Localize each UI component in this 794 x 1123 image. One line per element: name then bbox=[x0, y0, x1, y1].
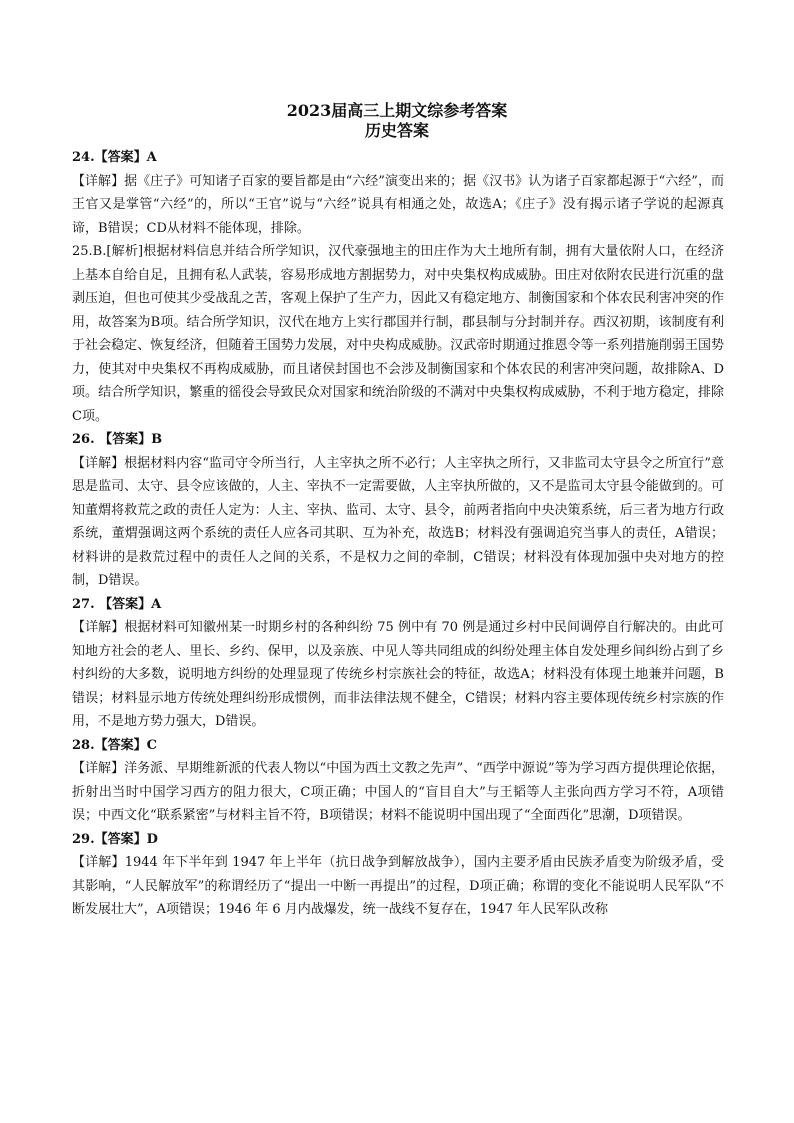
detail-29: 【详解】1944 年下半年到 1947 年上半年（抗日战争到解放战争），国内主要矛盾由民族矛盾变为阶级矛盾，受其影响，“人民解放军”的称谓经历了“提出一中断一再提出”的过程，D项正确；称谓的变化不能说明人民军队“不断发展壮大”，A项错误；1946 年 6 月内战爆发，统一战线不复存在，1947 年人民军队改称 bbox=[72, 855, 724, 917]
answer-content bbox=[72, 146, 724, 922]
document-title: 2023届高三上期文综参考答案 bbox=[286, 101, 508, 120]
detail-24: 【详解】据《庄子》可知诸子百家的要旨都是由“六经”演变出来的；据《汉书》认为诸子百家都起源于“六经”，而王官又是掌管“六经”的，所以“王官”说与“六经”说具有相通之处，故选A；《庄子》没有揭示诸子学说的起源真谛，B错误；CD从材料不能体现，排除。 bbox=[72, 173, 724, 236]
answer-26: 26. 【答案】B bbox=[72, 432, 163, 447]
answer-28: 28.【答案】C bbox=[72, 737, 157, 753]
detail-25: 25.B.[解析]根据材料信息并结合所学知识，汉代豪强地主的田庄作为大土地所有制，拥有大量依附人口，在经济上基本自给自足，且拥有私人武装，容易形成地方割据势力，对中央集权构成威胁。田庄对依附农民进行沉重的盘剥压迫，但也可使其少受战乱之苦，客观上保护了生产力，因此又有稳定地方、制衡国家和个体农民利害冲突的作用，故答案为B项。结合所学知识，汉代在地方上实行郡国并行制，郡县制与分封制并存。西汉初期，该制度有利于社会稳定、恢复经济，但随着王国势力发展，对中央构成威胁。汉武帝时期通过推恩令等一系列措施削弱王国势力，使其对中央集权不再构成威胁，而且诸侯封国也不会涉及制衡国家和个体农民的利害冲突问题，故排除A、D项。结合所学知识，繁重的徭役会导致民众对国家和统治阶级的不满对中央集权构成威胁，不利于地方稳定，排除C项。 bbox=[72, 244, 724, 424]
answer-27: 27. 【答案】A bbox=[72, 596, 162, 612]
answer-24: 24.【答案】A bbox=[72, 150, 157, 165]
answer-29: 29.【答案】D bbox=[72, 831, 158, 847]
detail-28: 【详解】洋务派、早期维新派的代表人物以“中国为西土文教之先声”、“西学中源说”等为学习西方提供理论依据，折射出当时中国学习西方的阻力很大，C项正确；中国人的“盲目自大”与王韬等人主张向西方学习不符，A项错误；中西文化“联系紧密”与材料主旨不符，B项错误；材料不能说明中国出现了“全面西化”思潮，D项错误。 bbox=[72, 761, 724, 823]
detail-27: 【详解】根据材料可知徽州某一时期乡村的各种纠纷 75 例中有 70 例是通过乡村中民间调停自行解决的。由此可知地方社会的老人、里长、乡约、保甲，以及亲族、中见人等共同组成的纠纷处理主体自发处理乡间纠纷占到了乡村纠纷的大多数，说明地方纠纷的处理显现了传统乡村宗族社会的特征，故选A；材料没有体现土地兼并问题，B错误；材料显示地方传统处理纠纷形成惯例，而非法律法规不健全，C错误；材料内容主要体现传统乡村宗族的作用，不是地方势力强大，D错误。 bbox=[72, 620, 724, 729]
document-subtitle: 历史答案 bbox=[364, 121, 429, 140]
detail-26: 【详解】根据材料内容“监司守令所当行，人主宰执之所不必行；人主宰执之所行，又非监司太守县令之所宜行”意思是监司、太守、县令应该做的，人主、宰执不一定需要做，人主宰执所做的，又不是监司太守县令能做到的。可知董煟将救荒之政的责任人定为：人主、宰执、监司、太守、县令，前两者指向中央决策系统，后三者为地方行政系统，董煟强调这两个系统的责任人应各司其职、互为补充，故选B；材料没有强调追究当事人的责任，A错误；材料讲的是救荒过程中的责任人之间的关系，不是权力之间的牵制，C错误；材料没有体现加强中央对地方的控制，D错误。 bbox=[72, 455, 724, 588]
